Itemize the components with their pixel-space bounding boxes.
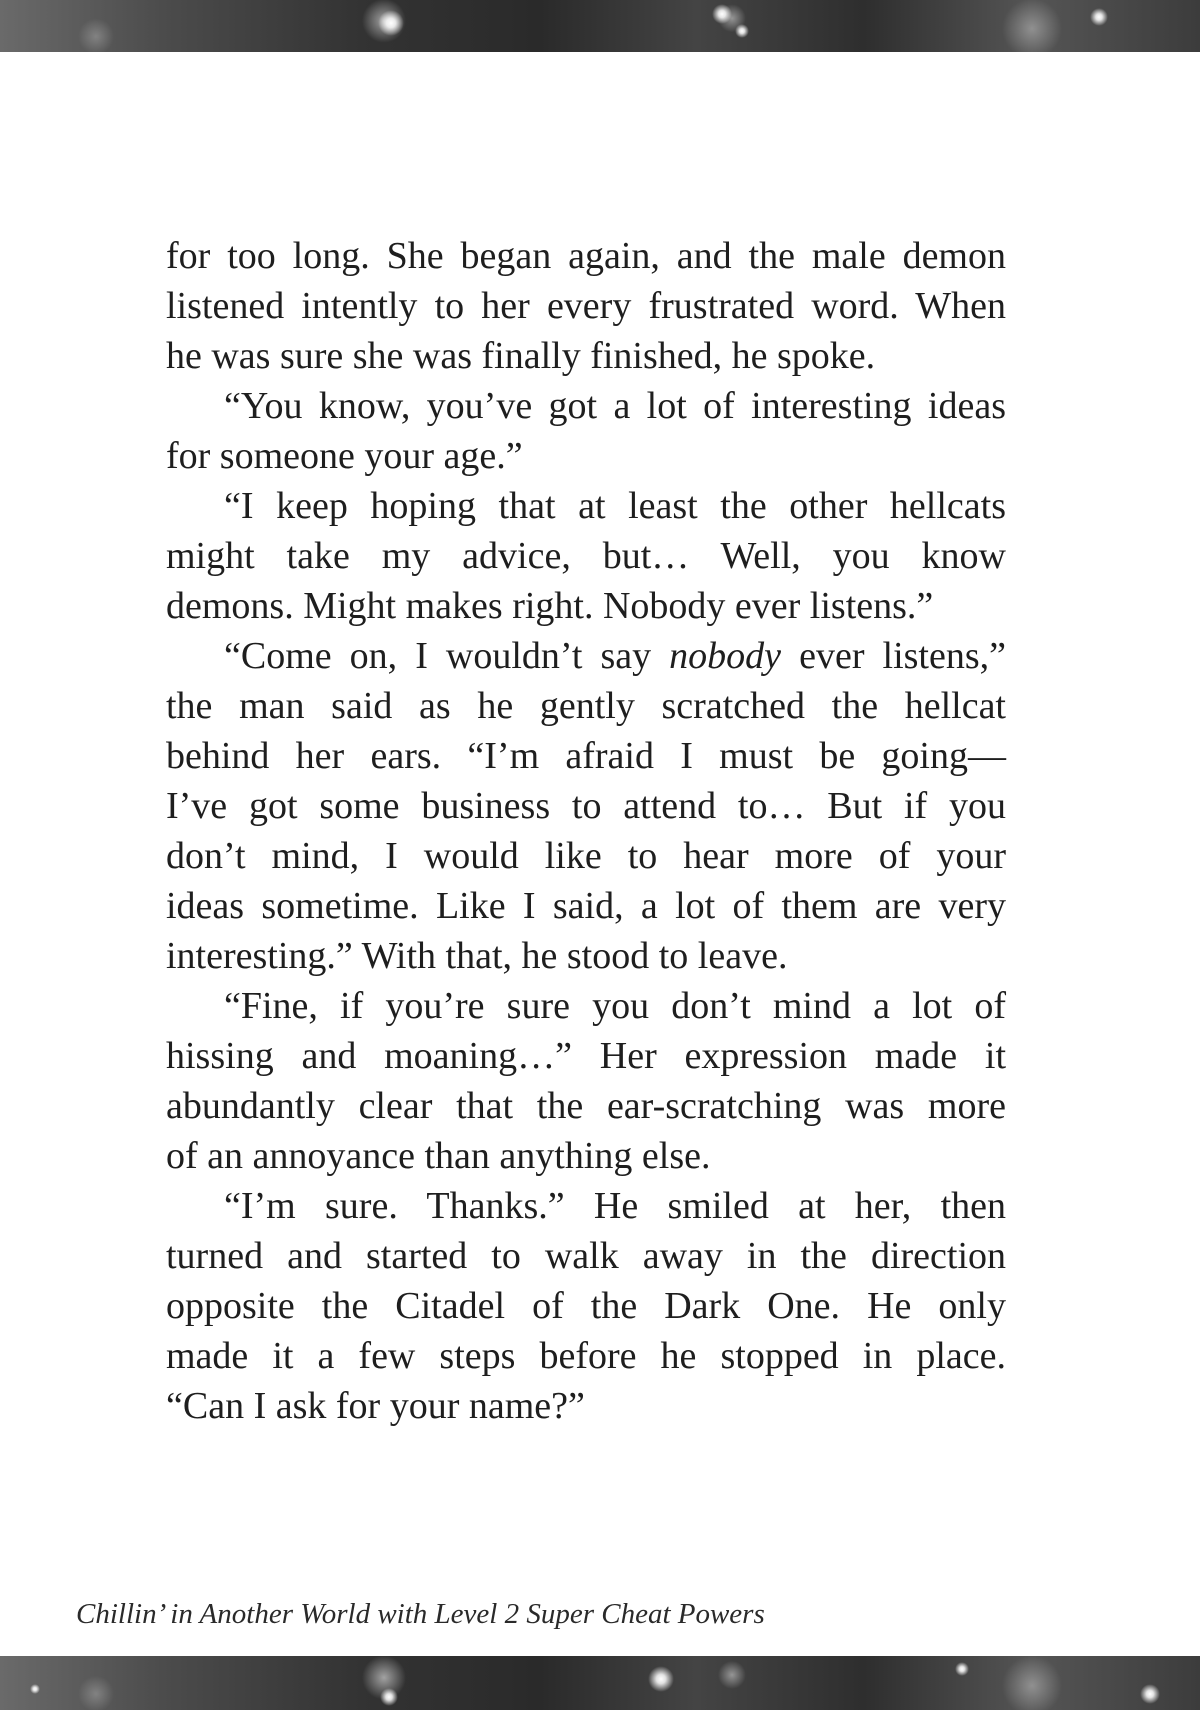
- body-text: [166, 231, 1006, 1431]
- text-segment: “Come on, I wouldn’t say: [224, 635, 670, 677]
- text-segment: ever listens,”: [781, 635, 1006, 677]
- text-line: “I keep hoping that at least the other hellcats: [224, 485, 1006, 527]
- text-line: turned and started to walk away in the direction: [166, 1235, 1006, 1277]
- sparkle-icon: [735, 24, 749, 38]
- sparkle-icon: [1090, 8, 1108, 26]
- text-line: “Can I ask for your name?”: [166, 1385, 585, 1427]
- text-line: opposite the Citadel of the Dark One. He only: [166, 1285, 1006, 1327]
- text-line: abundantly clear that the ear-scratching was more: [166, 1085, 1006, 1127]
- text-line: might take my advice, but… Well, you know: [166, 535, 1006, 577]
- text-line: “You know, you’ve got a lot of interesting ideas: [224, 385, 1006, 427]
- text-line: “Fine, if you’re sure you don’t mind a lot of: [224, 985, 1006, 1027]
- text-line: don’t mind, I would like to hear more of your: [166, 835, 1006, 877]
- text-line: he was sure she was finally finished, he spoke.: [166, 335, 876, 377]
- top-decorative-band: [0, 0, 1200, 52]
- sparkle-icon: [955, 1662, 969, 1676]
- sparkle-icon: [648, 1666, 674, 1692]
- text-line: demons. Might makes right. Nobody ever listens.”: [166, 585, 934, 627]
- text-line: interesting.” With that, he stood to leave.: [166, 935, 788, 977]
- text-line: of an annoyance than anything else.: [166, 1135, 711, 1177]
- sparkle-icon: [30, 1684, 40, 1694]
- emphasized-word: nobody: [669, 635, 782, 677]
- text-line: made it a few steps before he stopped in place.: [166, 1335, 1006, 1377]
- text-line: hissing and moaning…” Her expression made it: [166, 1035, 1006, 1077]
- text-line: ideas sometime. Like I said, a lot of them are very: [166, 885, 1006, 927]
- sparkle-icon: [378, 10, 404, 36]
- sparkle-icon: [712, 4, 732, 24]
- text-line: listened intently to her every frustrated word. When: [166, 285, 1006, 327]
- text-line: “I’m sure. Thanks.” He smiled at her, then: [224, 1185, 1006, 1227]
- text-line: I’ve got some business to attend to… But if you: [166, 785, 1006, 827]
- sparkle-icon: [1140, 1684, 1160, 1704]
- text-line: [166, 631, 1006, 681]
- text-line: for too long. She began again, and the male demon: [166, 235, 1006, 277]
- text-line: for someone your age.”: [166, 435, 523, 477]
- text-line: the man said as he gently scratched the hellcat: [166, 685, 1006, 727]
- bottom-decorative-band: [0, 1656, 1200, 1710]
- footer-book-title: Chillin’ in Another World with Level 2 Super Cheat Powers: [76, 1598, 765, 1630]
- text-line: behind her ears. “I’m afraid I must be going—: [166, 735, 1006, 777]
- sparkle-icon: [380, 1688, 398, 1706]
